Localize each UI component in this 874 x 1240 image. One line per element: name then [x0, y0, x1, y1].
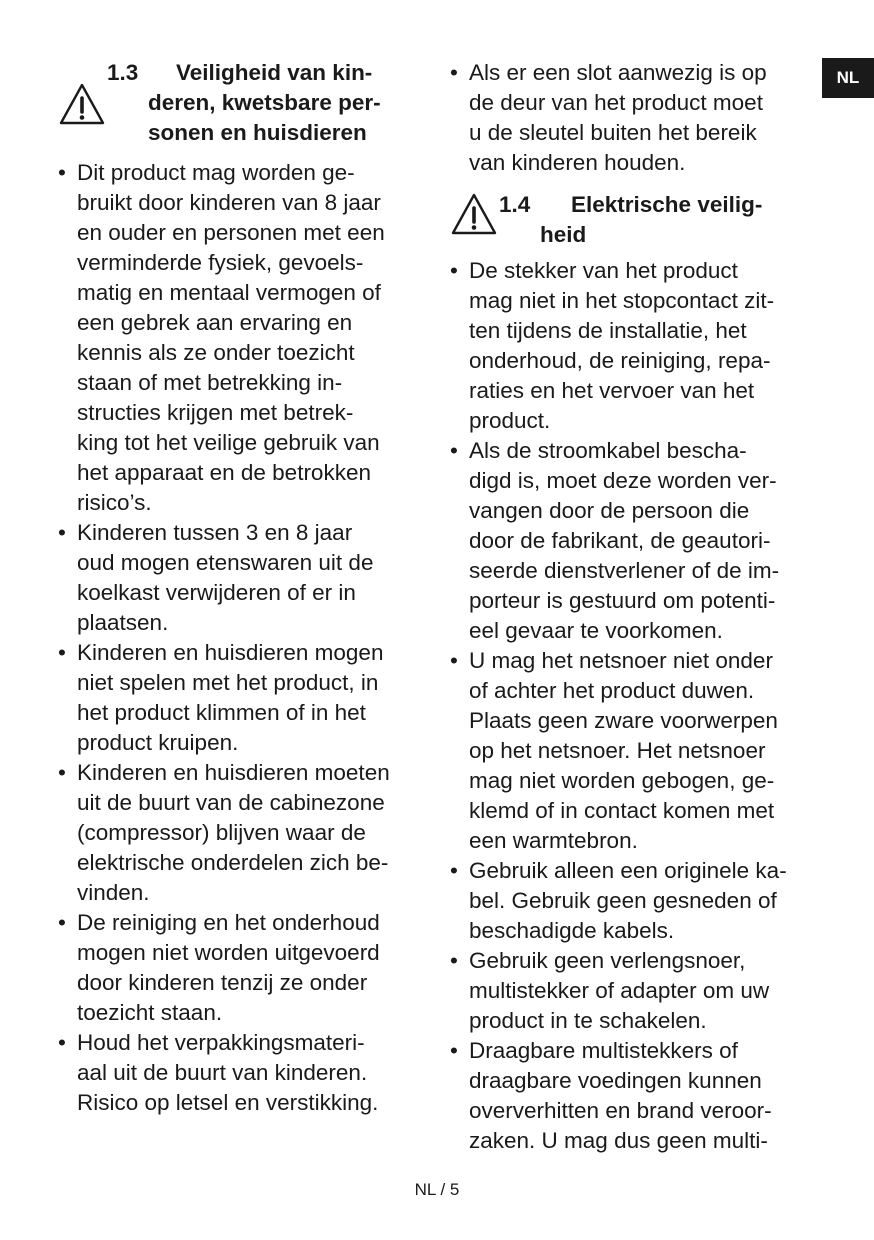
list-item-line: ten tijdens de installatie, het — [469, 318, 747, 343]
list-item-line: (compressor) blijven waar de — [77, 820, 366, 845]
list-item-line: toezicht staan. — [77, 1000, 223, 1025]
list-item — [450, 58, 820, 178]
list-item-line: door kinderen tenzij ze onder — [77, 970, 368, 995]
list-item — [450, 436, 820, 646]
list-item-line: uit de buurt van de cabinezone — [77, 790, 385, 815]
section-title-line: Elektrische veilig- — [571, 192, 763, 217]
list-item-line: king tot het veilige gebruik van — [77, 430, 380, 455]
list-item-line: mag niet worden gebogen, ge- — [469, 768, 775, 793]
list-item-line: draagbare voedingen kunnen — [469, 1068, 762, 1093]
list-item-line: • De stekker van het product — [469, 258, 738, 283]
list-item-line: het apparaat en de betrokken — [77, 460, 371, 485]
list-item — [450, 1036, 820, 1156]
list-item — [58, 158, 430, 518]
section-number: 1.3 — [107, 60, 139, 85]
list-item-line: de deur van het product moet — [469, 90, 763, 115]
list-item-line: op het netsnoer. Het netsnoer — [469, 738, 766, 763]
list-item-line: koelkast verwijderen of er in — [77, 580, 356, 605]
list-item-line: een warmtebron. — [469, 828, 638, 853]
list-item-line: kennis als ze onder toezicht — [77, 340, 355, 365]
list-item-line: raties en het vervoer van het — [469, 378, 755, 403]
section-title — [148, 58, 438, 148]
bullet-list — [450, 256, 820, 1156]
list-item-line: • Dit product mag worden ge- — [77, 160, 355, 185]
list-item-line: matig en mentaal vermogen of — [77, 280, 381, 305]
right-column — [450, 58, 820, 1156]
list-item-line: door de fabrikant, de geautori- — [469, 528, 771, 553]
section-title-line: Veiligheid van kin- — [176, 60, 373, 85]
list-item-line: multistekker of adapter om uw — [469, 978, 770, 1003]
list-item — [58, 908, 430, 1028]
list-item-line: u de sleutel buiten het bereik — [469, 120, 757, 145]
list-item-line: • Kinderen tussen 3 en 8 jaar — [77, 520, 353, 545]
list-item-line: • Draagbare multistekkers of — [469, 1038, 738, 1063]
warning-triangle-icon — [58, 82, 106, 126]
list-item-line: digd is, moet deze worden ver- — [469, 468, 777, 493]
list-item — [450, 256, 820, 436]
list-item-line: mogen niet worden uitgevoerd — [77, 940, 380, 965]
list-item-line: Plaats geen zware voorwerpen — [469, 708, 778, 733]
list-item-line: oververhitten en brand veroor- — [469, 1098, 772, 1123]
list-item-line: aal uit de buurt van kinderen. — [77, 1060, 368, 1085]
list-item-line: product. — [469, 408, 551, 433]
list-item — [58, 758, 430, 908]
list-item-line: seerde dienstverlener of de im- — [469, 558, 780, 583]
list-item-line: beschadigde kabels. — [469, 918, 675, 943]
section-title-line: heid — [540, 222, 587, 247]
list-item — [450, 646, 820, 856]
list-item-line: bel. Gebruik geen gesneden of — [469, 888, 777, 913]
list-item-line: risico’s. — [77, 490, 152, 515]
language-tab: NL — [822, 58, 874, 98]
section-title — [540, 190, 830, 250]
list-item-line: • De reiniging en het onderhoud — [77, 910, 380, 935]
list-item-line: Risico op letsel en verstikking. — [77, 1090, 379, 1115]
list-item-line: van kinderen houden. — [469, 150, 686, 175]
list-item-line: • Als de stroomkabel bescha- — [469, 438, 747, 463]
list-item-line: plaatsen. — [77, 610, 169, 635]
list-item-line: • Kinderen en huisdieren mogen — [77, 640, 384, 665]
list-item — [58, 638, 430, 758]
list-item-line: vinden. — [77, 880, 150, 905]
list-item-line: product in te schakelen. — [469, 1008, 707, 1033]
list-item-line: • U mag het netsnoer niet onder — [469, 648, 773, 673]
list-item-line: vangen door de persoon die — [469, 498, 750, 523]
list-item-line: onderhoud, de reiniging, repa- — [469, 348, 771, 373]
list-item-line: een gebrek aan ervaring en — [77, 310, 353, 335]
list-item — [450, 856, 820, 946]
list-item-line: elektrische onderdelen zich be- — [77, 850, 389, 875]
list-item-line: klemd of in contact komen met — [469, 798, 775, 823]
bullet-list-top — [450, 58, 820, 178]
section-heading-1-3 — [58, 58, 430, 154]
list-item-line: het product klimmen of in het — [77, 700, 366, 725]
list-item-line: staan of met betrekking in- — [77, 370, 343, 395]
list-item-line: • Gebruik alleen een originele ka- — [469, 858, 787, 883]
bullet-list — [58, 158, 430, 1118]
list-item-line: of achter het product duwen. — [469, 678, 755, 703]
warning-triangle-icon — [450, 192, 498, 236]
list-item-line: • Gebruik geen verlengsnoer, — [469, 948, 746, 973]
list-item-line: niet spelen met het product, in — [77, 670, 379, 695]
list-item-line: • Houd het verpakkingsmateri- — [77, 1030, 365, 1055]
list-item-line: porteur is gestuurd om potenti- — [469, 588, 776, 613]
list-item-line: eel gevaar te voorkomen. — [469, 618, 723, 643]
section-heading-1-4 — [450, 190, 820, 250]
list-item-line: verminderde fysiek, gevoels- — [77, 250, 364, 275]
list-item-line: bruikt door kinderen van 8 jaar — [77, 190, 381, 215]
section-title-line: sonen en huisdieren — [148, 120, 367, 145]
list-item-line: mag niet in het stopcontact zit- — [469, 288, 775, 313]
section-number: 1.4 — [499, 192, 531, 217]
list-item — [58, 1028, 430, 1118]
list-item-line: • Kinderen en huisdieren moeten — [77, 760, 390, 785]
section-title-line: deren, kwetsbare per- — [148, 90, 381, 115]
list-item-line: structies krijgen met betrek- — [77, 400, 354, 425]
list-item-line: zaken. U mag dus geen multi- — [469, 1128, 768, 1153]
list-item-line: product kruipen. — [77, 730, 239, 755]
left-column — [58, 58, 430, 1118]
list-item — [58, 518, 430, 638]
list-item-line: • Als er een slot aanwezig is op — [469, 60, 767, 85]
list-item-line: oud mogen etenswaren uit de — [77, 550, 374, 575]
list-item — [450, 946, 820, 1036]
list-item-line: en ouder en personen met een — [77, 220, 385, 245]
page-number: NL / 5 — [414, 1180, 460, 1199]
